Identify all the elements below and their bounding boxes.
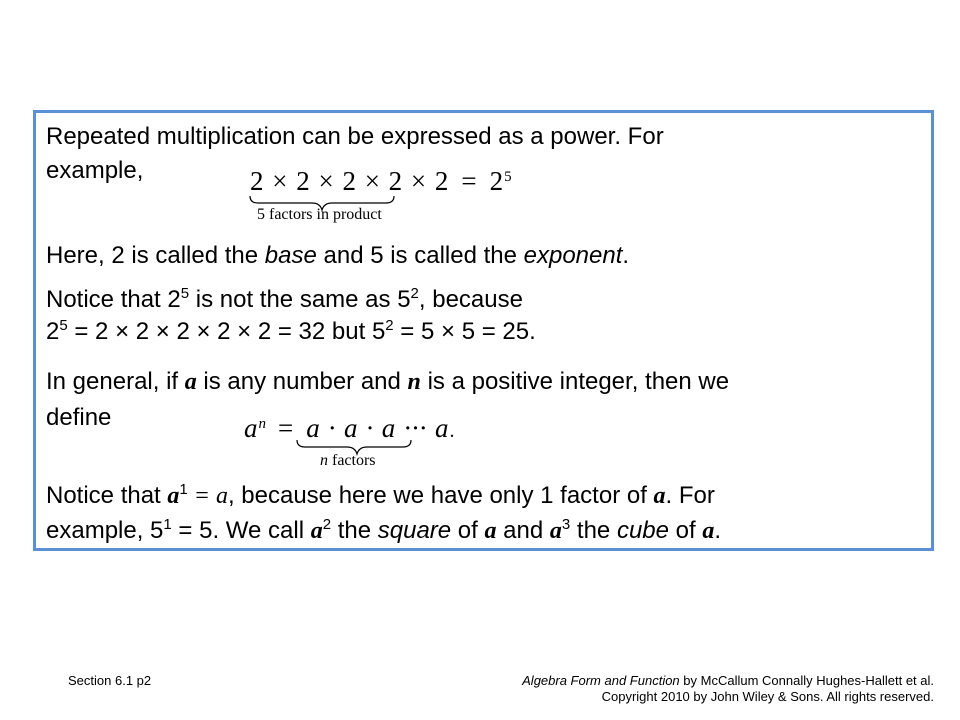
text-run: is a positive integer, then we (420, 368, 730, 395)
variable-a: a (484, 518, 497, 544)
term-exponent: exponent (523, 242, 623, 269)
variable-a: a (702, 518, 715, 544)
text-run: and 5 is called the (316, 242, 524, 269)
underbrace-2-label-n: n (320, 452, 328, 469)
variable-n: n (407, 369, 421, 395)
text-run: Notice that (46, 482, 168, 509)
variable-a: a (184, 369, 197, 395)
equation-rhs-base: 2 (489, 166, 505, 196)
equation-rhs-exponent: 5 (504, 169, 512, 185)
equation-lhs: 2 × 2 × 2 × 2 × 2 (250, 166, 450, 196)
text-run: Notice that 2 (46, 286, 181, 313)
term-cube: cube (616, 517, 669, 544)
equation2-lhs-base: a (244, 413, 259, 443)
text-run: is not the same as 5 (189, 286, 411, 313)
text-run: In general, if (46, 368, 185, 395)
equation2-rhs: a · a · a ··· a (306, 413, 450, 443)
paragraph-5-line-2 (46, 517, 721, 545)
paragraph-4-line-2: define (46, 404, 112, 431)
footer-section: Section 6.1 p2 (68, 673, 152, 688)
text-run: , because (418, 286, 523, 313)
footer-copyright: Copyright 2010 by John Wiley & Sons. All rights reserved. (601, 689, 934, 704)
superscript: 1 (163, 516, 172, 533)
variable-a: a (310, 518, 323, 544)
footer-citation (522, 673, 934, 705)
superscript: 3 (561, 516, 571, 533)
text-run: . (714, 517, 722, 544)
math-run: = a (187, 483, 228, 509)
superscript: 5 (59, 317, 68, 334)
text-run: is any number and (196, 368, 408, 395)
book-authors: by McCallum Connally Hughes-Hallett et al. (679, 673, 934, 688)
equation2-period: . (449, 420, 455, 442)
paragraph-5-line-1 (46, 482, 715, 510)
equation2-equals: = (278, 413, 295, 443)
term-base: base (264, 242, 317, 269)
text-run: . For (665, 482, 715, 509)
variable-a: a (167, 483, 180, 509)
paragraph-1-line-1: Repeated multiplication can be expressed as a power. For (46, 123, 664, 150)
text-run: = 5. We call (171, 517, 311, 544)
underbrace-2-label-text: factors (328, 452, 376, 469)
text-run: example, 5 (46, 517, 164, 544)
paragraph-1-line-2: example, (46, 157, 144, 184)
superscript: 2 (410, 285, 419, 302)
equation-equals: = (461, 166, 478, 196)
footer-citation-line-1 (522, 673, 934, 689)
text-run: . (622, 242, 630, 269)
text-run: = 5 × 5 = 25. (393, 318, 536, 345)
text-run: the (331, 517, 378, 544)
text-run: of (451, 517, 485, 544)
text-run: 2 (46, 318, 60, 345)
superscript: 5 (180, 285, 190, 302)
text-run: and (496, 517, 550, 544)
book-title: Algebra Form and Function (522, 673, 680, 688)
variable-a: a (653, 483, 666, 509)
text-run: the (570, 517, 617, 544)
text-run: Here, 2 is called the (46, 242, 265, 269)
underbrace-2-label (320, 452, 376, 470)
text-run: = 2 × 2 × 2 × 2 × 2 = 32 but 5 (67, 318, 386, 345)
equation2-lhs-exponent: n (258, 416, 266, 432)
superscript: 1 (179, 481, 188, 498)
variable-a: a (549, 518, 562, 544)
text-run: , because here we have only 1 factor of (227, 482, 654, 509)
underbrace-1-label: 5 factors in product (257, 206, 382, 223)
superscript: 2 (385, 317, 394, 334)
text-run: of (668, 517, 703, 544)
superscript: 2 (322, 516, 332, 533)
term-square: square (377, 517, 452, 544)
